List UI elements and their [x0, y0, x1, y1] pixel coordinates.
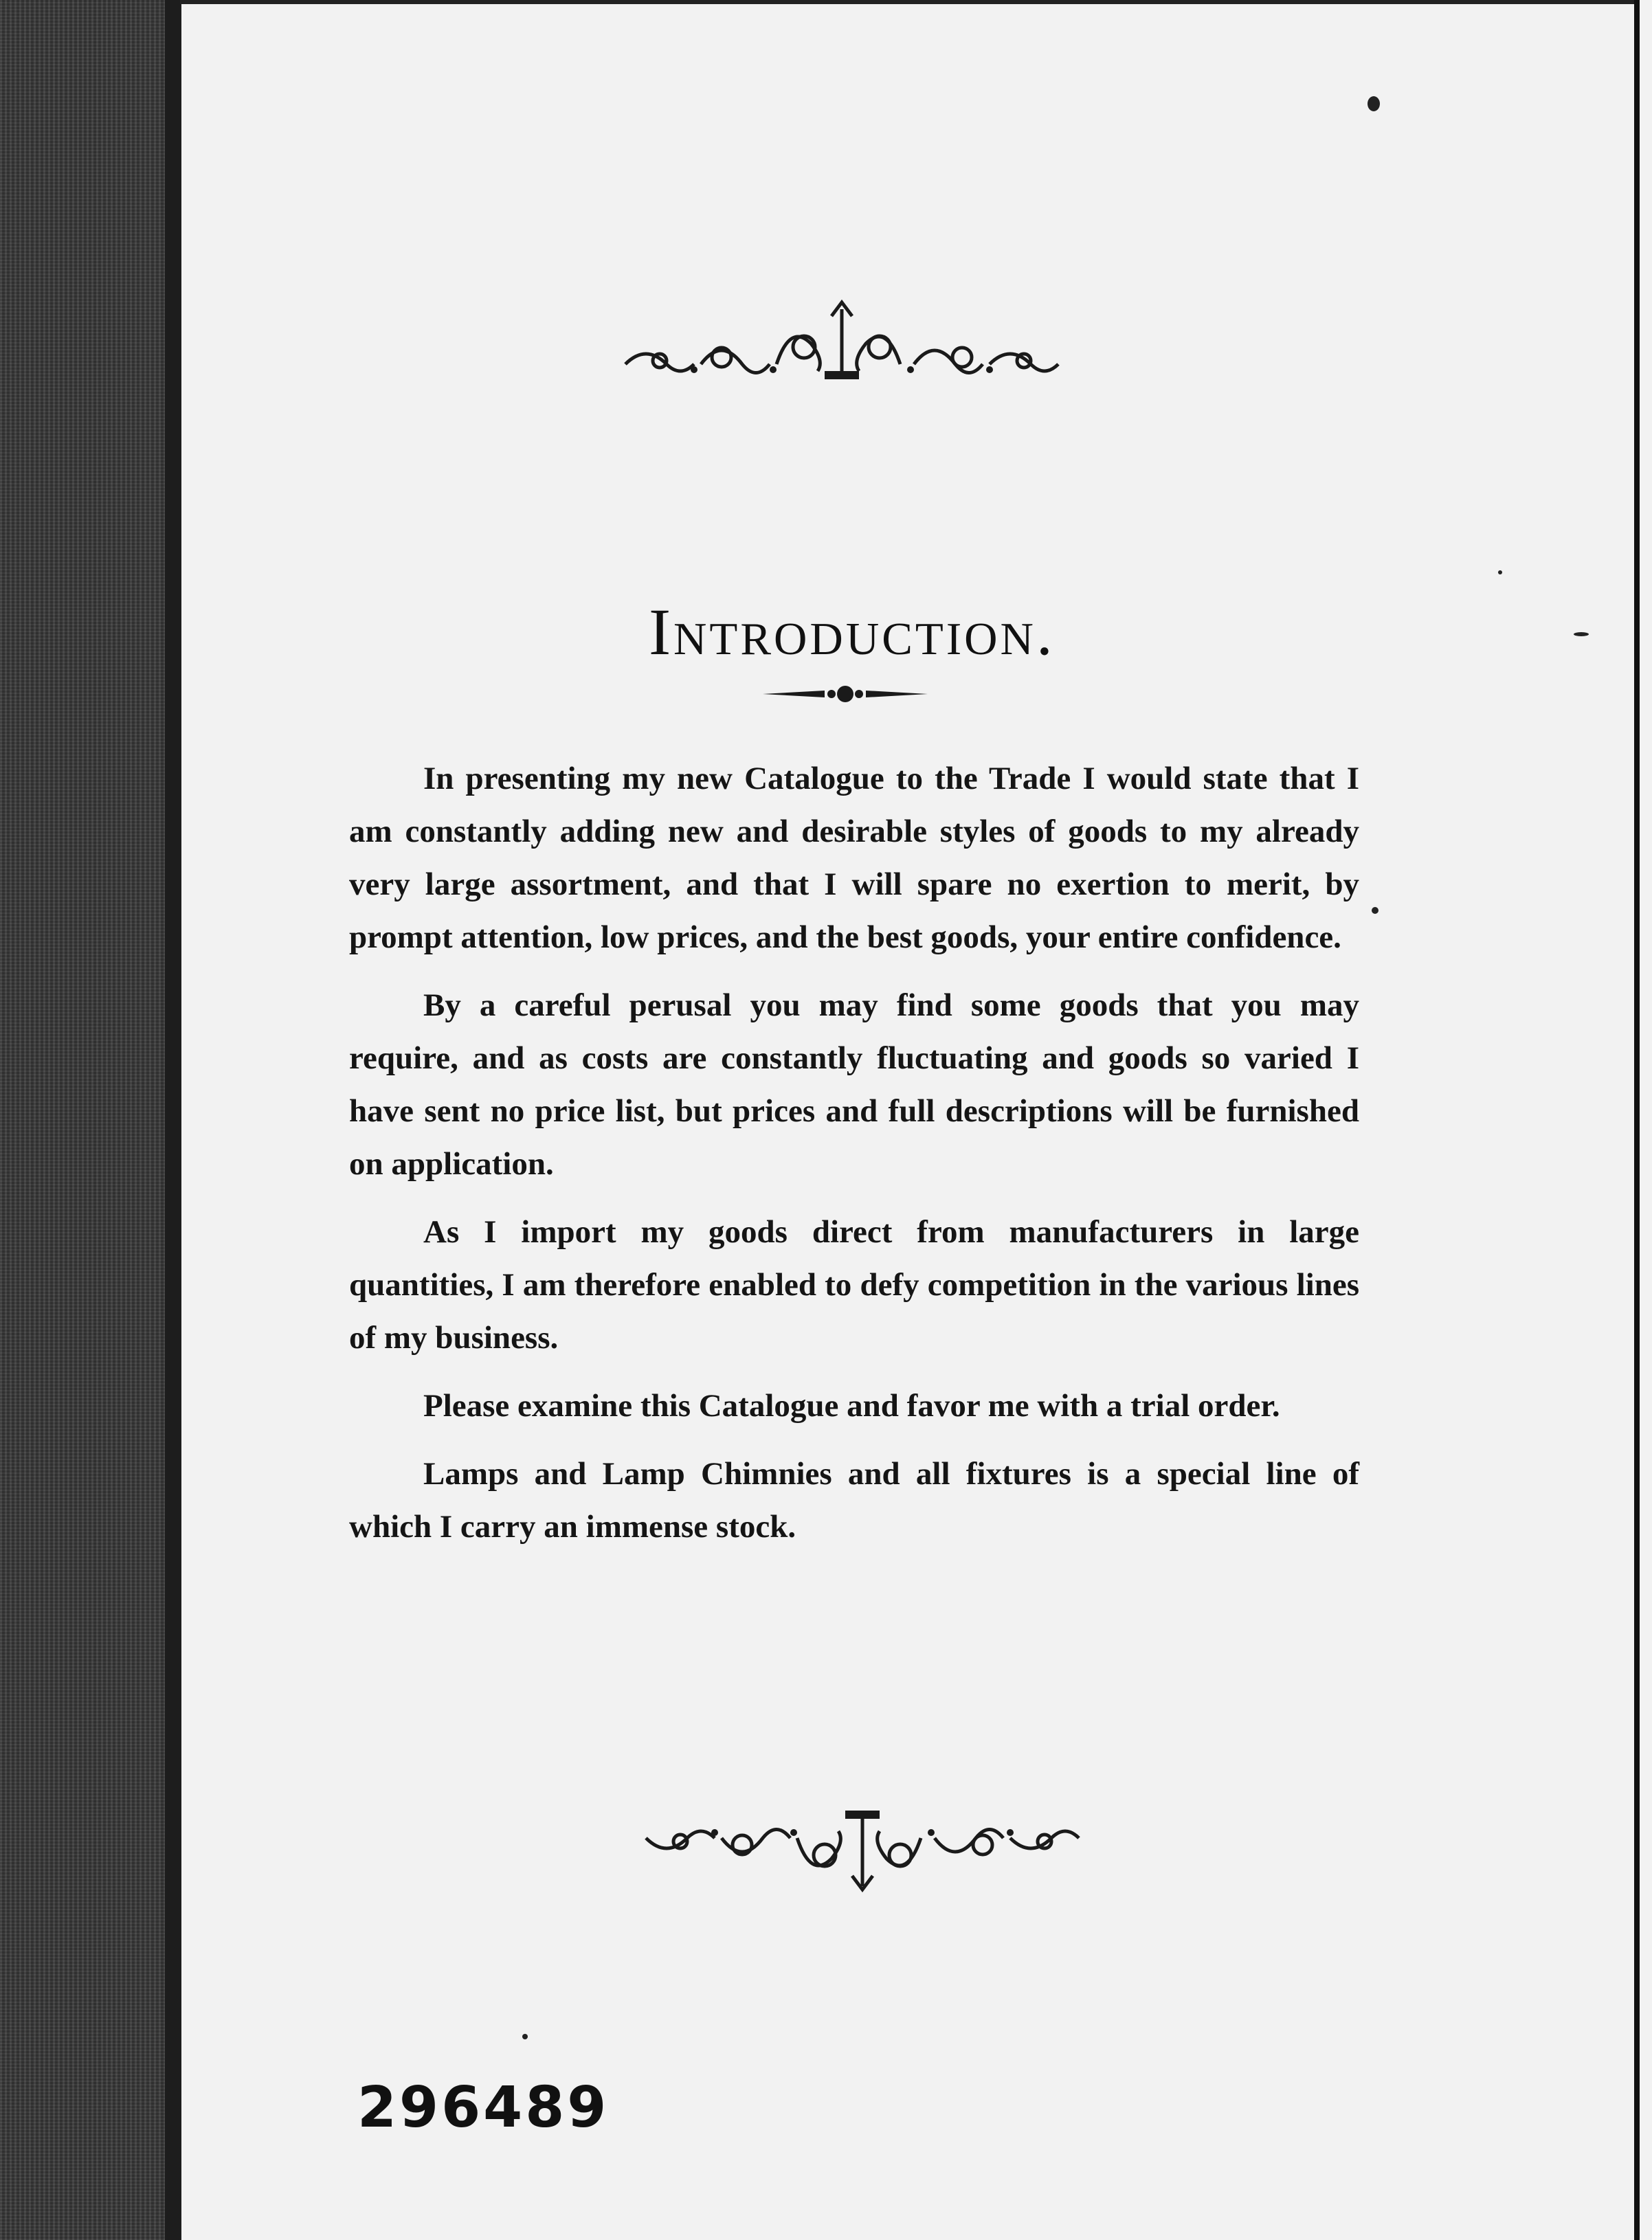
- scan-speck: [1368, 96, 1380, 111]
- scan-speck: [1498, 570, 1502, 574]
- right-page-edge: [1634, 0, 1640, 2240]
- title-divider-ornament: [763, 684, 928, 704]
- page-title: Introduction.: [649, 595, 1056, 669]
- scan-speck: [1574, 632, 1589, 636]
- paragraph-4: Please examine this Catalogue and favor me with a trial order.: [423, 1388, 1280, 1424]
- paragraph-5: Lamps and Lamp Chimnies and all fixtures is a special line of which I carry an immense stock.: [349, 1456, 1359, 1545]
- scan-speck: [1372, 907, 1378, 914]
- scan-speck: [522, 2034, 528, 2039]
- top-page-edge: [180, 0, 1640, 4]
- bottom-scroll-ornament: [639, 1811, 1086, 1893]
- catalog-number: 296489: [357, 2075, 610, 2140]
- paragraph-1: In presenting my new Catalogue to the Trade I would state that I am constantly adding new and desirable styles of goods to my already very large assortment, and that I will spare no exertion to merit, by prompt attention, low prices, and the best goods, your entire confidence.: [349, 761, 1359, 955]
- paragraph-2: By a careful perusal you may find some goods that you may require, and as costs are constantly fluctuating and goods so varied I have sent no price list, but prices and full descriptions will be furnished on application.: [349, 987, 1359, 1182]
- binding-strip: [0, 0, 180, 2240]
- introduction-text: [349, 752, 1359, 1569]
- top-scroll-ornament: [618, 295, 1065, 392]
- paragraph-3: As I import my goods direct from manufacturers in large quantities, I am therefore enabled to defy competition in the various lines of my business.: [349, 1214, 1359, 1356]
- binding-edge: [165, 0, 181, 2240]
